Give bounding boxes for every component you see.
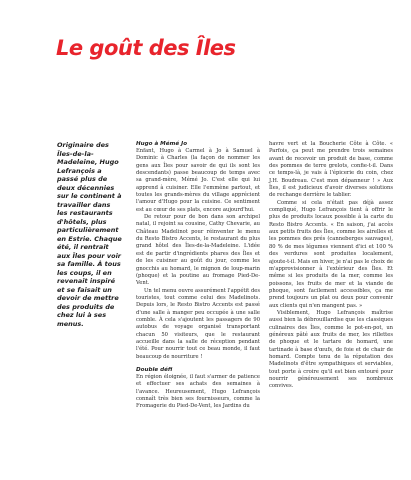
- subheading-double-defi: Double défi: [136, 366, 173, 373]
- body-paragraph: havre vert et la Boucherie Côte à Côte. « Parfois, ça peut me prendre trois semaines avant de recevoir un produit de base, comme des pommes de terre grelots, confie-t-il. Dans ce temps-là, je vais à l'épicerie du coin, chez J.H. Boudreau. C'est mon dépanneur ! » Aux Îles, il est judicieux d'avoir diverses solutions de rechange derrière le tablier.: [269, 141, 393, 199]
- subheading-hugo-a-meme-jo: Hugo à Mémé Jo: [136, 141, 188, 147]
- lead-paragraph: Originaire des Îles-de-la-Madeleine, Hugo Lefrançois a passé plus de deux décennies sur le continent à travailler dans les restaurants d'hôtels, plus particulièrement en Estrie. Chaque été, il rentrait aux Îles pour voir sa famille. À tous les coups, il en revenait inspiré et se faisait un devoir de mettre des produits de chez lui à ses menus.: [57, 141, 122, 328]
- article-title: Le goût des Îles: [56, 36, 236, 60]
- body-column-2: [269, 141, 393, 391]
- body-paragraph: Visiblement, Hugo Lefrançois maîtrise aussi bien la débrouillardise que les classiques culinaires des Îles, comme le pot-en-pot, un généreux pâté aux fruits de mer, les rillettes de phoque et le tartare de homard, une tartinade à base d'œufs, de foie et de chair de homard. Compte tenu de la réputation des Madelinots d'être sympathiques et serviables, tout porte à croire qu'il est bien entouré pour nourrir généreusement ses nombreux convives.: [269, 309, 393, 390]
- body-paragraph: Un tel menu ouvre assurément l'appétit des touristes, tout comme celui des Madelinots. Depuis lors, le Resto Bistro Accents est passé d'une salle à manger peu occupée à une salle comble. À cela s'ajoutent les passagers de 90 autobus de voyage organisé transportant chacun 50 visiteurs, que le restaurant accueille dans la salle de réception pendant l'été. Pour nourrir tout ce beau monde, il faut beaucoup de nourriture !: [136, 287, 260, 360]
- body-paragraph: De retour pour de bon dans son archipel natal, il rejoint sa cousine, Cathy Chevarie, au Château Madelinot pour réinventer le menu du Resto Bistro Accents, le restaurant du plus grand hôtel des Îles-de-la-Madeleine. L'idée est de partir d'ingrédients phares des Îles et de les cuisiner au goût du jour, comme les gnocchis au homard, le mignon de loup-marin (phoque) et la poutine au fromage Pied-De-Vent.: [136, 214, 260, 287]
- body-paragraph: Enfant, Hugo à Carmel à Jo à Samuel à Dominic à Charles (la façon de nommer les gens aux Îles pour savoir de qui ils sont les descendants) passe beaucoup de temps avec sa grand-mère, Mémé Jo. C'est elle qui lui apprend à cuisiner. Elle l'emmène partout, et toutes les grands-mères du village apprécient l'amour d'Hugo pour la cuisine. Ce sentiment est au cœur de ses plats, encore aujourd'hui.: [136, 148, 260, 213]
- body-column-1: [136, 140, 260, 411]
- body-paragraph: Comme si cela n'était pas déjà assez compliqué, Hugo Lefrançois tient à offrir le plus de produits locaux possible à la carte du Resto Bistro Accents. « En saison, j'ai accès aux petits fruits des Îles, comme les airelles et les pommes des prés (canneberges sauvages), 80 % de mes légumes viennent d'ici et 100 % des verdures sont produites localement, ajoute-t-il. Mais en hiver, je n'ai pas le choix de m'approvisionner à l'extérieur des Îles. Et même si les produits de la mer, comme les poissons, les fruits de mer et la viande de phoque, sont facilement accessibles, ça me prend toujours un plat ou deux pour convenir aux clients qui n'en mangent pas. »: [269, 199, 393, 309]
- body-paragraph: En région éloignée, il faut s'armer de patience et effectuer ses achats des semaines à l'avance. Heureusement, Hugo Lefrançois connaît très bien ses fournisseurs, comme la Fromagerie du Pied-De-Vent, les Jardins du: [136, 373, 260, 410]
